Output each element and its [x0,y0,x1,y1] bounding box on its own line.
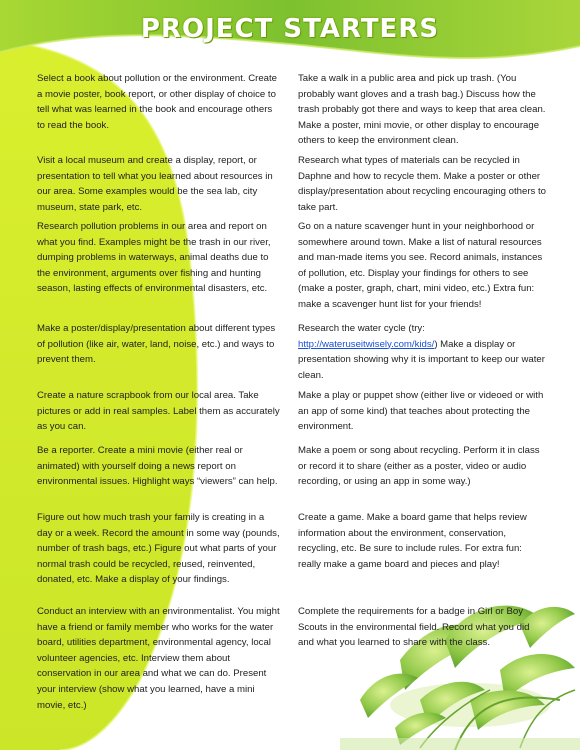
project-idea: Conduct an interview with an environmentalist. You might have a friend or family member who works for the water board, utilities department, environmental agency, local volunteer agencies, etc. Interview them about conservation in our area and what we can do. Present your interview (show what you learned, have a mini movie, etc.) [37,606,280,711]
project-idea: Select a book about pollution or the environment. Create a movie poster, book report, or other display of choice to tell what was learned in the book and encourage others to read the book. [37,73,277,131]
project-idea: Make a poem or song about recycling. Perform it in class or record it to share (either as a poster, video or audio recording, or using an app in some way.) [298,445,540,488]
page-title: PROJECT STARTERS [140,14,440,44]
project-idea: Go on a nature scavenger hunt in your neighborhood or somewhere around town. Make a list of natural resources and man-made items you see. Record animals, instances of pollution, etc. Display your findings for others to see (make a poster, graph, chart, mini video, etc.) Extra fun: make a scavenger hunt list for your friends! [298,221,543,310]
project-idea: Research what types of materials can be recycled in Daphne and how to recycle them. Make a poster or other display/presentation about recycling encouraging others to take part. [298,155,546,213]
project-idea: Create a game. Make a board game that helps review information about the environment, conservation, recycling, etc. Be sure to include rules. For extra fun: really make a game board and pieces and play! [298,512,527,570]
project-idea: Visit a local museum and create a display, report, or presentation to tell what you learned about resources in our area. Some examples would be the sea lab, city museum, state park, etc. [37,155,273,213]
project-idea: Figure out how much trash your family is creating in a day or a week. Record the amount in some way (pounds, number of trash bags, etc.) Figure out what parts of your normal trash could be recycled, reused, reinvented, donated, etc. Make a display of your findings. [37,512,280,586]
project-idea: Be a reporter. Create a mini movie (either real or animated) with yourself doing a news report on environmental issues. Highlight ways “viewers” can help. [37,445,278,488]
project-idea-text: Research the water cycle (try: [298,323,425,334]
project-idea [298,321,546,383]
project-idea: Make a play or puppet show (either live or videoed or with an app of some kind) that teaches about protecting the environment. [298,390,544,433]
project-idea: Take a walk in a public area and pick up trash. (You probably want gloves and a trash bag.) Discuss how the trash probably got there and ways to keep that area clean. Make a poster, mini movie, or other display to encourage others to keep the environment clean. [298,73,546,147]
project-idea: Research pollution problems in our area and report on what you find. Examples might be the trash in our river, dumping problems in waterways, animal deaths due to the environment, arguments over fishing and hunting season, lasting effects of environmental disasters, etc. [37,221,271,295]
project-idea: Complete the requirements for a badge in Girl or Boy Scouts in the environmental field. Record what you did and what you learned to share with the class. [298,606,530,649]
project-idea-text: ) Make a display or presentation showing why it is important to keep our water clean. [298,338,545,381]
water-cycle-link[interactable]: http://wateruseitwisely.com/kids/ [298,338,435,350]
project-idea: Create a nature scrapbook from our local area. Take pictures or add in real samples. Label them as accurately as you can. [37,390,280,433]
project-idea: Make a poster/display/presentation about different types of pollution (like air, water, land, noise, etc.) and ways to prevent them. [37,323,276,366]
